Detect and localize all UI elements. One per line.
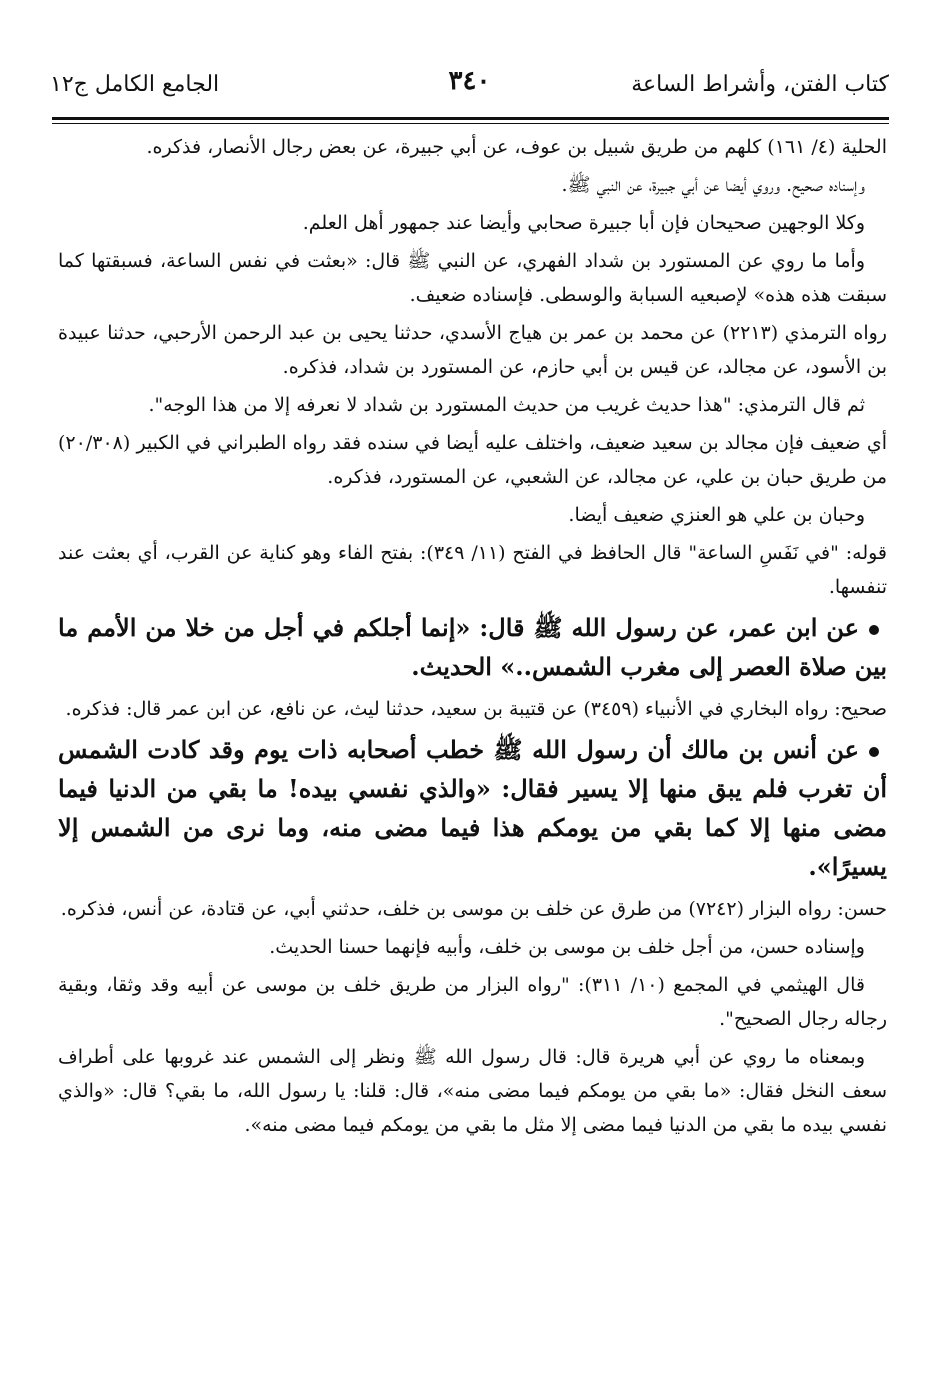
paragraph: قال الهيثمي في المجمع (١٠/ ٣١١): "رواه البزار من طريق خلف بن موسى عن أبيه وقد وثقا، وبقية رجاله رجال الصحيح". [58, 974, 887, 1030]
paragraph: وإسناده صحيح. وروي أيضا عن أبي جبيرة، عن النبي ﷺ. [561, 174, 865, 196]
hadith-2: عن أنس بن مالك أن رسول الله ﷺ خطب أصحابه ذات يوم وقد كادت الشمس أن تغرب فلم يبق منها إلا يسير فقال: «والذي نفسي بيده! ما بقي من الدنيا فيما مضى منها إلا كما بقي من يومكم هذا فيما مضى منه، وما نرى من الشمس إلا يسيرًا». [58, 735, 887, 881]
paragraph: قوله: "في نَفَسِ الساعة" قال الحافظ في الفتح (١١/ ٣٤٩): بفتح الفاء وهو كناية عن القرب، أي بعثت عند تنفسها. [58, 542, 888, 598]
paragraph: وأما ما روي عن المستورد بن شداد الفهري، عن النبي ﷺ قال: «بعثت في نفس الساعة، فسبقتها كما سبقت هذه هذه» لإصبعيه السبابة والوسطى. فإسناده ضعيف. [58, 250, 887, 306]
bullet-icon [869, 747, 879, 757]
header-rule-thick [52, 117, 889, 120]
paragraph: الحلية (٤/ ١٦١) كلهم من طريق شبيل بن عوف، عن أبي جبيرة، عن بعض رجال الأنصار، فذكره. [146, 136, 887, 158]
book-title: كتاب الفتن، وأشراط الساعة [631, 72, 889, 97]
page-content [58, 130, 887, 1146]
paragraph: وكلا الوجهين صحيحان فإن أبا جبيرة صحابي وأيضا عند جمهور أهل العلم. [302, 212, 865, 234]
hadith-1: عن ابن عمر، عن رسول الله ﷺ قال: «إنما أجلكم في أجل من خلا من الأمم ما بين صلاة العصر إلى مغرب الشمس..» الحديث. [58, 613, 887, 681]
paragraph: صحيح: رواه البخاري في الأنبياء (٣٤٥٩) عن قتيبة بن سعيد، حدثنا ليث، عن نافع، عن ابن عمر قال: فذكره. [65, 698, 887, 720]
hadith-text [58, 730, 887, 886]
paragraph: وحبان بن علي هو العنزي ضعيف أيضا. [568, 504, 865, 526]
paragraph: وبمعناه ما روي عن أبي هريرة قال: قال رسول الله ﷺ ونظر إلى الشمس عند غروبها على أطراف سعف النخل فقال: «ما بقي من يومكم فيما مضى منه»، قال: قلنا: يا رسول الله، ما بقي؟ قال: «والذي نفسي بيده ما بقي من الدنيا فيما مضى إلا مثل ما بقي من يومكم فيما مضى منه». [58, 1046, 887, 1136]
series-title: الجامع الكامل ج١٢ [50, 72, 220, 97]
page-number: ٣٤٠ [448, 66, 491, 96]
page-header [50, 60, 889, 108]
paragraph: ثم قال الترمذي: "هذا حديث غريب من حديث المستورد بن شداد لا نعرفه إلا من هذا الوجه". [148, 394, 865, 416]
paragraph: حسن: رواه البزار (٧٢٤٢) من طرق عن خلف بن موسى بن خلف، حدثني أبي، عن قتادة، عن أنس، فذكره. [60, 898, 887, 920]
hadith-text [58, 608, 887, 686]
paragraph: أي ضعيف فإن مجالد بن سعيد ضعيف، واختلف عليه أيضا في سنده فقد رواه الطبراني في الكبير (٢٠/٣٠٨) من طريق حبان بن علي، عن مجالد، عن الشعبي، عن المستورد، فذكره. [58, 432, 887, 488]
paragraph: وإسناده حسن، من أجل خلف بن موسى بن خلف، وأبيه فإنهما حسنا الحديث. [269, 936, 865, 958]
header-rule-thin [52, 123, 889, 124]
bullet-icon [869, 625, 879, 635]
paragraph: رواه الترمذي (٢٢١٣) عن محمد بن عمر بن هياج الأسدي، حدثنا يحيى بن عبد الرحمن الأرحبي، حدثنا عبيدة بن الأسود، عن مجالد، عن قيس بن أبي حازم، عن المستورد بن شداد، فذكره. [58, 322, 887, 378]
